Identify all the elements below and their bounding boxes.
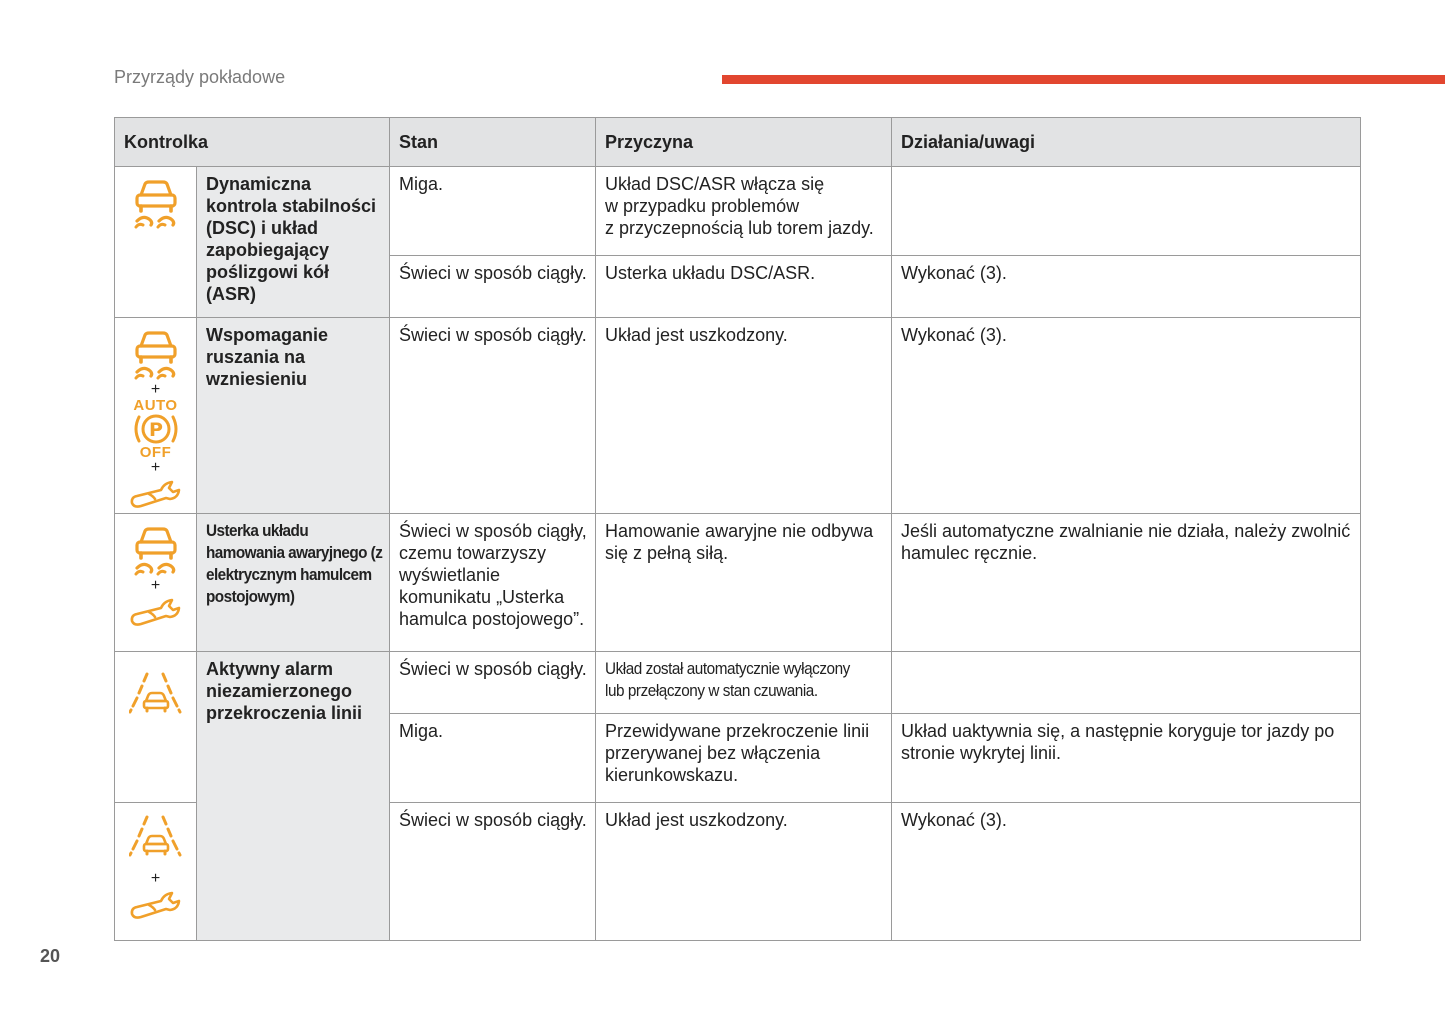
lane-departure-icon [129, 813, 183, 857]
cause-cell [596, 652, 892, 714]
cause-cell: Układ DSC/ASR włącza się w przypadku problemów z przyczepnością lub torem jazdy. [596, 167, 892, 256]
warning-lights-table [114, 117, 1361, 941]
icon-cell [115, 167, 197, 318]
state-cell: Świeci w sposób ciągły. [390, 803, 596, 941]
state-cell: Świeci w sposób ciągły, czemu towarzyszy wyświetlanie komunikatu „Usterka hamulca postojowego”. [390, 514, 596, 652]
dsc-icon [129, 328, 183, 382]
column-header-dzialania: Działania/uwagi [892, 118, 1361, 167]
action-cell: Jeśli automatyczne zwalnianie nie działa, należy zwolnić hamulec ręcznie. [892, 514, 1361, 652]
plus-sign: + [150, 870, 161, 887]
state-cell: Świeci w sposób ciągły. [390, 652, 596, 714]
auto-park-brake-icon [131, 413, 181, 445]
svg-text:P: P [148, 419, 163, 441]
cause-cell: Usterka układu DSC/ASR. [596, 256, 892, 318]
section-title: Przyrządy pokładowe [114, 67, 286, 87]
action-cell [892, 167, 1361, 256]
warning-name [197, 514, 390, 652]
page-number: 20 [40, 946, 61, 966]
cause-text: Układ został automatycznie wyłączony lub przełączony w stan czuwania. [605, 659, 850, 700]
cause-cell: Hamowanie awaryjne nie odbywa się z pełną siłą. [596, 514, 892, 652]
wrench-icon [129, 476, 183, 510]
cause-cell: Układ jest uszkodzony. [596, 803, 892, 941]
state-cell: Miga. [390, 714, 596, 803]
table-row [115, 652, 1361, 714]
wrench-icon [129, 594, 183, 628]
icon-cell [115, 514, 197, 652]
cause-cell: Przewidywane przekroczenie linii przerywanej bez włączenia kierunkowskazu. [596, 714, 892, 803]
action-cell: Wykonać (3). [892, 803, 1361, 941]
state-cell: Miga. [390, 167, 596, 256]
dsc-icon [129, 524, 183, 578]
action-cell: Wykonać (3). [892, 318, 1361, 514]
action-cell: Wykonać (3). [892, 256, 1361, 318]
table-row [115, 318, 1361, 514]
warning-name: Aktywny alarm niezamierzonego przekroczenia linii [197, 652, 390, 941]
accent-bar [722, 75, 1445, 84]
action-cell [892, 652, 1361, 714]
plus-sign: + [150, 459, 161, 476]
icon-cell [115, 318, 197, 514]
icon-cell [115, 652, 197, 803]
column-header-przyczyna: Przyczyna [596, 118, 892, 167]
cause-cell: Układ jest uszkodzony. [596, 318, 892, 514]
lane-departure-icon [129, 670, 183, 714]
warning-name: Dynamiczna kontrola stabilności (DSC) i układ zapobiegający poślizgowi kół (ASR) [197, 167, 390, 318]
wrench-icon [129, 887, 183, 921]
warning-name: Wspomaganie ruszania na wzniesieniu [197, 318, 390, 514]
table-row [115, 167, 1361, 256]
warning-name-text: Usterka układu hamowania awaryjnego (z elektrycznym hamulcem postojowym) [206, 521, 383, 606]
off-label: OFF [139, 444, 172, 461]
icon-cell [115, 803, 197, 941]
plus-sign: + [150, 381, 161, 398]
state-cell: Świeci w sposób ciągły. [390, 318, 596, 514]
table-header-row [115, 118, 1361, 167]
auto-label: AUTO [133, 397, 178, 414]
state-cell: Świeci w sposób ciągły. [390, 256, 596, 318]
column-header-stan: Stan [390, 118, 596, 167]
action-cell: Układ uaktywnia się, a następnie koryguje tor jazdy po stronie wykrytej linii. [892, 714, 1361, 803]
plus-sign: + [150, 577, 161, 594]
table-row [115, 514, 1361, 652]
dsc-icon [129, 177, 183, 231]
column-header-kontrolka: Kontrolka [115, 118, 390, 167]
